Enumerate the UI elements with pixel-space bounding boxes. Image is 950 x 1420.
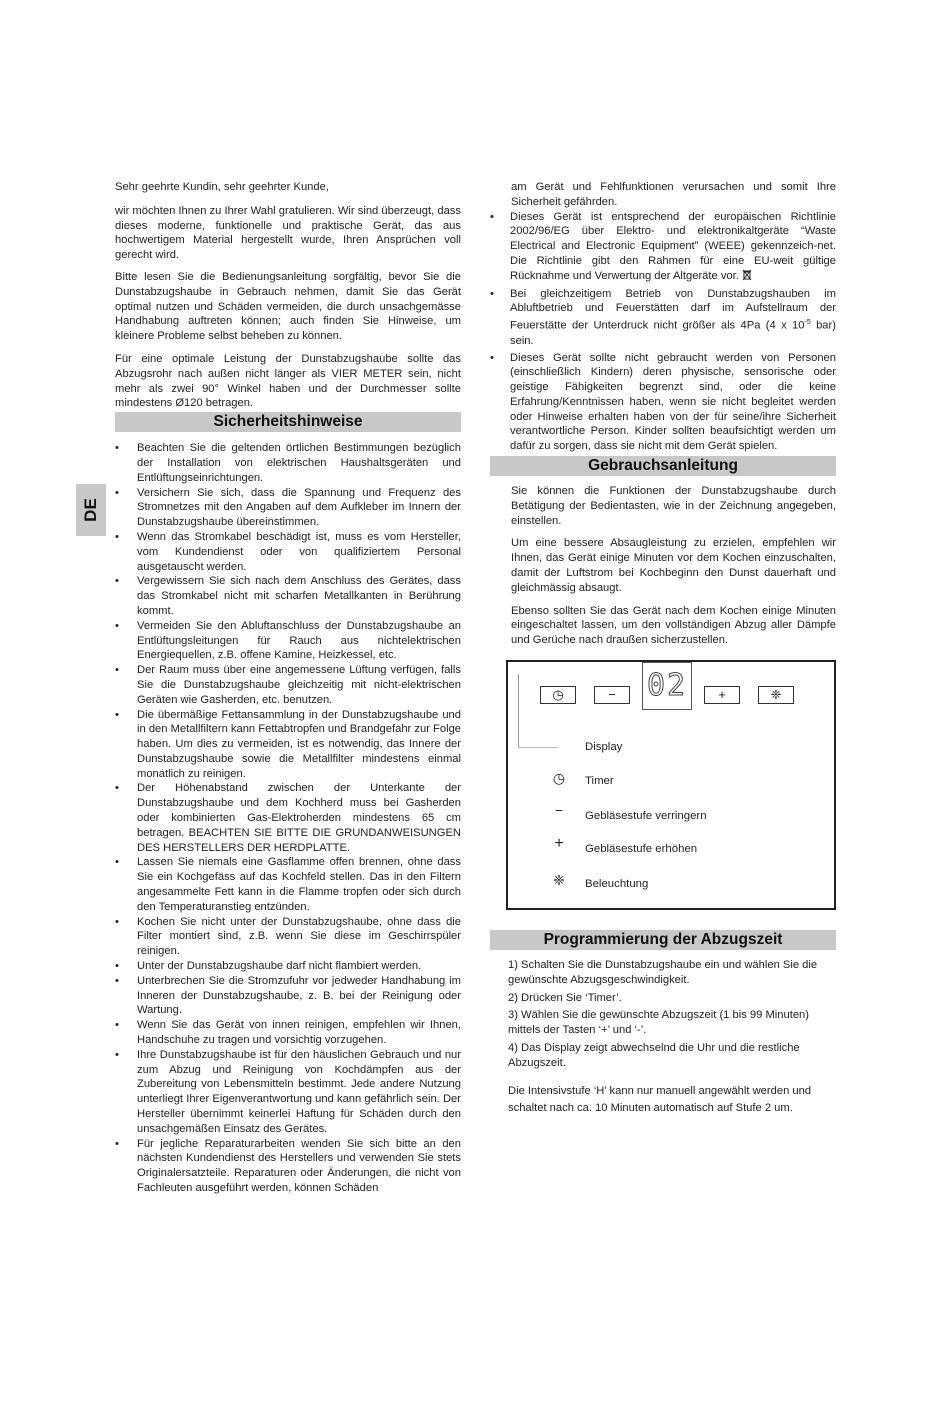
language-tab-label: DE bbox=[81, 498, 100, 522]
legend-row-light bbox=[508, 872, 828, 895]
greeting: Sehr geehrte Kundin, sehr geehrter Kunde, bbox=[115, 181, 329, 193]
list-item: • Kochen Sie nicht unter der Dunstabzugshaube, ohne dass die Filter montiert sind, z.B. wenn Sie diese im Geschirrspüler reinigen. bbox=[115, 915, 461, 959]
legend-label: Display bbox=[585, 741, 623, 754]
seven-segment-display: 02 bbox=[642, 662, 692, 710]
legend-row-plus bbox=[508, 835, 828, 860]
list-item: • Ihre Dunstabzugshaube ist für den häuslichen Gebrauch und nur zum Abzug und Reinigung von Kochdämpfen aus der Zubereitung von Lebensmitteln bestimmt. Jede andere Nutzung unterliegt Ihrer Eigenverantwortung und kann gefährlich sein. Der Hersteller übernimmt keinerlei Haftung für Schäden durch den unsachgemäßen Einsatz des Gerätes. bbox=[115, 1048, 461, 1137]
step-text: 1) Schalten Sie die Dunstabzugshaube ein und wählen Sie die gewünschte Abzugsgeschwindigkeit. bbox=[508, 959, 818, 986]
programming-steps bbox=[490, 958, 836, 1117]
language-tab bbox=[76, 484, 106, 536]
safety-list-continued bbox=[490, 210, 836, 454]
minus-icon: − bbox=[554, 802, 564, 819]
pressure-exponent: -5 bbox=[804, 319, 811, 327]
left-column bbox=[115, 180, 461, 1196]
list-item: • Wenn das Stromkabel beschädigt ist, muss es vom Hersteller, vom Kundendienst oder von qualifiziertem Personal ausgetauscht werden. bbox=[115, 530, 461, 574]
light-button bbox=[758, 686, 794, 704]
plus-icon: + bbox=[554, 835, 564, 853]
leader-line bbox=[518, 674, 519, 747]
pressure-text: Bei gleichzeitigem Betrieb von Dunstabzugshauben im Abluftbetrieb und Feuerstätten darf im Aufstellraum der Feuerstätte der Unterdruck nicht größer als 4Pa (4 x 10 bbox=[510, 287, 836, 332]
light-icon: ❈ bbox=[770, 686, 782, 702]
legend-row-display bbox=[508, 740, 828, 758]
list-item: • Der Höhenabstand zwischen der Unterkante der Dunstabzugshaube und dem Kochherd muss bei Gasherden oder kombinierten Gas-Elektroherden mindestens 65 cm betragen. BEACHTEN SIE BITTE DIE GRUNDANWEISUNGEN DES HERSTELLERS DER HERDPLATTE. bbox=[115, 781, 461, 855]
intro-paragraph: Für eine optimale Leistung der Dunstabzugshaube sollte das Abzugsrohr nach außen nicht länger als VIER METER sein, nicht mehr als zwei 90° Winkel haben und der Durchmesser sollte mindestens Ø120 betragen. bbox=[115, 352, 461, 410]
legend-row-timer bbox=[508, 770, 828, 792]
plus-button bbox=[704, 686, 740, 704]
list-item: • Versichern Sie sich, dass die Spannung und Frequenz des Stromnetzes mit den Angaben auf dem Aufkleber im Innern der Dunstabzugshaube übereinstimmen. bbox=[115, 486, 461, 530]
minus-icon: − bbox=[608, 686, 616, 702]
legend-label: Gebläsestufe erhöhen bbox=[585, 843, 698, 856]
section-title-usage: Gebrauchsanleitung bbox=[490, 456, 836, 476]
plus-icon: + bbox=[718, 686, 726, 702]
list-item: • Der Raum muss über eine angemessene Lüftung verfügen, falls Sie die Dunstabzugshaube gleichzeitig mit nicht-elektrischen Geräten wie Gasherden, etc. benutzen. bbox=[115, 663, 461, 707]
list-item: • Vermeiden Sie den Abluftanschluss der Dunstabzugshaube an Entlüftungsleitungen für Rauch aus nichtelektrischen Energiequellen, z.B. offene Kamine, Heizkessel, etc. bbox=[115, 619, 461, 663]
list-item: • Die übermäßige Fettansammlung in der Dunstabzugshaube und in den Metallfiltern kann Fettabtropfen und Brandgefahr zur Folge haben. Um dies zu vermeiden, ist es notwendig, das Innere der Dunstabzugshaube sowie die Metallfilter mindestens einmal monatlich zu reinigen. bbox=[115, 708, 461, 782]
list-item: • Unter der Dunstabzugshaube darf nicht flambiert werden. bbox=[115, 959, 461, 974]
legend-label: Gebläsestufe verringern bbox=[585, 810, 707, 823]
step-text: 3) Wählen Sie die gewünschte Abzugszeit (1 bis 99 Minuten) mittels der Tasten ‘+’ und ‘-’. bbox=[508, 1009, 809, 1037]
legend-label: Beleuchtung bbox=[585, 878, 649, 891]
usage-paragraph: Ebenso sollten Sie das Gerät nach dem Kochen einige Minuten eingeschaltet lassen, um den vollständigen Abzug aller Dämpfe und Gerüche nach draußen sicherzustellen. bbox=[511, 604, 836, 647]
list-item-weee bbox=[490, 210, 836, 284]
step-text: 4) Das Display zeigt abwechselnd die Uhr und die restliche Abzugszeit. bbox=[508, 1042, 800, 1069]
light-icon: ❈ bbox=[553, 872, 565, 889]
pressure-text-end: bar) sein. bbox=[510, 319, 836, 347]
legend-row-minus bbox=[508, 802, 828, 827]
intensive-note: Die Intensivstufe ‘H’ kann nur manuell angewählt werden und schaltet nach ca. 10 Minuten automatisch auf Stufe 2 um. bbox=[508, 1084, 812, 1114]
continuation-text: am Gerät und Fehlfunktionen verursachen und somit Ihre Sicherheit gefährden. bbox=[511, 181, 836, 208]
list-item-pressure bbox=[490, 287, 836, 349]
section-title-programming: Programmierung der Abzugszeit bbox=[490, 930, 836, 950]
clock-icon: ◷ bbox=[552, 770, 566, 787]
list-item-persons: • Dieses Gerät sollte nicht gebraucht werden von Personen (einschließlich Kindern) deren physische, sensorische oder geistige Fähigkeiten begrenzt sind, oder die keine Erfahrung/Kenntnissen haben, wenn sie nicht begleitet werden oder Hinweise erhalten haben von der für seine/ihre Sicherheit verantwortliche Person. Kinder sollten beaufsichtigt werden um dafür zu sorgen, dass sie nicht mit dem Gerät spielen. bbox=[490, 351, 836, 455]
list-item: • Für jegliche Reparaturarbeiten wenden Sie sich bitte an den nächsten Kundendienst des Herstellers und verwenden Sie stets Originalersatzteile. Reparaturen oder Änderungen, die nicht von Fachleuten ausgeführt werden, können Schäden bbox=[115, 1137, 461, 1196]
weee-text: Dieses Gerät ist entsprechend der europäischen Richtlinie 2002/96/EG über Elektro- und elektronikaltgeräte “Waste Electrical and Electronic Equipment” (WEEE) gekennzeich-net. Die Richtlinie gibt den Rahmen für eine EU-weit gültige Rücknahme und Verwertung der Altgeräte vor. bbox=[510, 210, 836, 282]
usage-paragraph: Sie können die Funktionen der Dunstabzugshaube durch Betätigung der Bedientasten, wie in der Zeichnung angegeben, einstellen. bbox=[511, 485, 836, 527]
control-panel-diagram bbox=[506, 660, 836, 910]
safety-list bbox=[115, 441, 461, 1196]
list-item: • Beachten Sie die geltenden örtlichen Bestimmungen bezüglich der Installation von elektrischen Haushaltsgeräten und Entlüftungseinrichtungen. bbox=[115, 441, 461, 485]
clock-icon: ◷ bbox=[552, 686, 564, 702]
intro-paragraph: Bitte lesen Sie die Bedienungsanleitung sorgfältig, bevor Sie die Dunstabzugshaube in Gebrauch nehmen, damit Sie das Gerät optimal nutzen und Schäden vermeiden, die durch unsachgemässe Handhabung auftreten können; auch finden Sie Hinweise, um kleinere Probleme selbst beheben zu können. bbox=[115, 270, 461, 343]
list-item: • Lassen Sie niemals eine Gasflamme offen brennen, ohne dass Sie ein Kochgefäss auf das Kochfeld stellen. Das in den Filtern angesammelte Fett kann in die Flamme tropfen oder sich durch den Temperaturanstieg entzünden. bbox=[115, 855, 461, 914]
list-item: • Unterbrechen Sie die Stromzufuhr vor jedweder Handhabung im Inneren der Dunstabzugshaube, z. B. bei der Reinigung oder Wartung. bbox=[115, 974, 461, 1018]
right-column bbox=[490, 180, 836, 1120]
section-title-safety: Sicherheitshinweise bbox=[115, 412, 461, 432]
intro-paragraph: wir möchten Ihnen zu Ihrer Wahl gratulieren. Wir sind überzeugt, dass dieses moderne, funktionelle und praktische Gerät, das aus hochwertigem Material hergestellt wurde, Ihren Ansprüchen voll gerecht wird. bbox=[115, 204, 461, 262]
timer-button bbox=[540, 686, 576, 704]
usage-paragraph: Um eine bessere Absaugleistung zu erzielen, empfehlen wir Ihnen, das Gerät einige Minuten vor dem Kochen einzuschalten, damit der Luftstrom bei Kochbeginn den Dunst dauerhaft und gleichmässig absaugt. bbox=[511, 537, 836, 594]
list-item: • Wenn Sie das Gerät von innen reinigen, empfehlen wir Ihnen, Handschuhe zu tragen und vorsichtig vorzugehen. bbox=[115, 1018, 461, 1048]
step-text: 2) Drücken Sie ‘Timer’. bbox=[508, 991, 622, 1004]
minus-button bbox=[594, 686, 630, 704]
list-item: • Vergewissern Sie sich nach dem Anschluss des Gerätes, dass das Stromkabel nicht mit scharfen Metallkanten in Berührung kommt. bbox=[115, 574, 461, 618]
crossed-bin-icon bbox=[742, 269, 752, 281]
legend-label: Timer bbox=[585, 775, 614, 788]
